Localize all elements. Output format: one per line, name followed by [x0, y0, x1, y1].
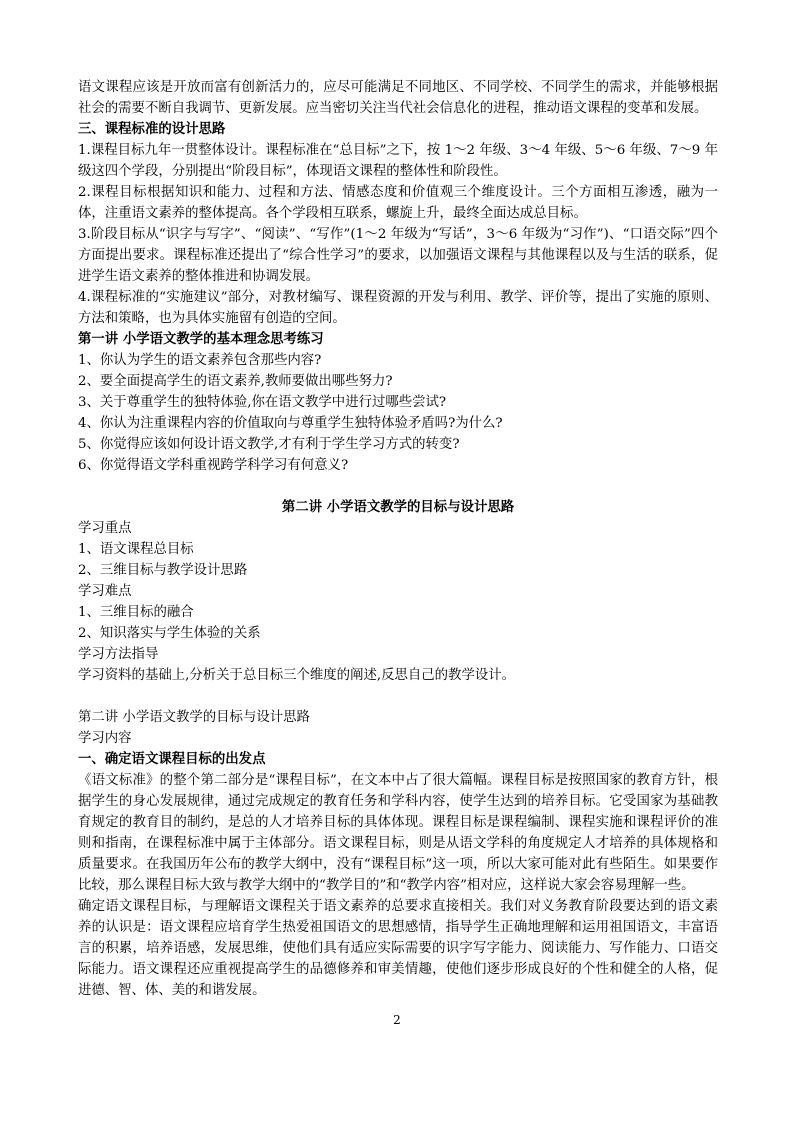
focus-label: 学习重点: [78, 521, 132, 536]
method-label: 学习方法指导: [78, 647, 159, 662]
content-label: 学习内容: [78, 731, 132, 746]
exercise-question-6: 6、你觉得语文学科重视跨学科学习有何意义?: [78, 458, 349, 473]
focus-item-2: 2、三维目标与教学设计思路: [78, 563, 248, 578]
intro-paragraph: 语文课程应该是开放而富有创新活力的，应尽可能满足不同地区、不同学校、不同学生的需求，并能够根据社会的需要不断自我调节、更新发展。应当密切关注当代社会信息化的进程，推动语文课程的变革和发展。: [78, 80, 718, 116]
design-item-3: 3.阶段目标从“识字与写字”、“阅读”、“写作”(1～2 年级为“写话”，3～6 年级为“习作”)、“口语交际”四个方面提出要求。课程标准还提出了“综合性学习”的要求，以加强语文课程与其他课程以及与生活的联系，促进学生语文素养的整体推进和协调发展。: [78, 227, 718, 284]
section-1-title: 一、确定语文课程目标的出发点: [78, 751, 266, 767]
spacer: [78, 686, 718, 707]
method-text: 学习资料的基础上,分析关于总目标三个维度的阐述,反思自己的教学设计。: [78, 668, 516, 683]
difficulty-item-1: 1、三维目标的融合: [78, 605, 194, 620]
exercise-question-4: 4、你认为注重课程内容的价值取向与尊重学生独特体验矛盾吗?为什么?: [78, 416, 503, 431]
exercise-question-3: 3、关于尊重学生的独特体验,你在语文教学中进行过哪些尝试?: [78, 395, 447, 410]
design-item-1: 1.课程目标九年一贯整体设计。课程标准在“总目标”之下，按 1～2 年级、3～4 年级、5～6 年级、7～9 年级这四个学段，分别提出“阶段目标”，体现语文课程的整体性和阶段性。: [78, 143, 718, 179]
content-paragraph-2: 确定语文课程目标，与理解语文课程关于语文素养的总要求直接相关。我们对义务教育阶段要达到的语文素养的认识是：语文课程应培育学生热爱祖国语文的思想感情，指导学生正确地理解和运用祖国语文，丰富语言的积累，培养语感，发展思维，使他们具有适应实际需要的识字写字能力、阅读能力、写作能力、口语交际能力。语文课程还应重视提高学生的品德修养和审美情趣，使他们逐步形成良好的个性和健全的人格，促进德、智、体、美的和谐发展。: [78, 899, 718, 998]
design-item-2: 2.课程目标根据知识和能力、过程和方法、情感态度和价值观三个维度设计。三个方面相互渗透，融为一体，注重语文素养的整体提高。各个学段相互联系，螺旋上升，最终全面达成总目标。: [78, 185, 718, 221]
focus-item-1: 1、语文课程总目标: [78, 542, 194, 557]
page-number: 2: [393, 1013, 401, 1027]
exercise-question-2: 2、要全面提高学生的语文素养,教师要做出哪些努力?: [78, 374, 393, 389]
exercise-question-1: 1、你认为学生的语文素养包含那些内容?: [78, 353, 322, 368]
difficulty-item-2: 2、知识落实与学生体验的关系: [78, 626, 261, 641]
content-paragraph-1: 《语文标准》的整个第二部分是“课程目标”，在文本中占了很大篇幅。课程目标是按照国家的教育方针，根据学生的身心发展规律，通过完成规定的教育任务和学科内容，使学生达到的培养目标。它受国家为基础教育规定的教育目的制约，是总的人才培养目标的具体体现。课程目标是课程编制、课程实施和课程评价的准则和指南，在课程标准中属于主体部分。语文课程目标，则是从语文学科的角度规定人才培养的具体规格和质量要求。在我国历年公布的教学大纲中，没有“课程目标”这一项，所以大家可能对此有些陌生。如果要作比较，那么课程目标大致与教学大纲中的“教学目的”和“教学内容”相对应，这样说大家会容易理解一些。: [78, 773, 718, 893]
difficulty-label: 学习难点: [78, 584, 132, 599]
content-title-line: 第二讲 小学语文教学的目标与设计思路: [78, 710, 310, 725]
exercise-question-5: 5、你觉得应该如何设计语文教学,才有利于学生学习方式的转变?: [78, 437, 460, 452]
document-page: [78, 77, 718, 1001]
exercises-title: 第一讲 小学语文教学的基本理念思考练习: [78, 331, 324, 347]
spacer: [78, 476, 718, 497]
lecture-2-heading: 第二讲 小学语文教学的目标与设计思路: [281, 499, 515, 515]
design-item-4: 4.课程标准的“实施建议”部分，对教材编写、课程资源的开发与利用、教学、评价等，提出了实施的原则、方法和策略，也为具体实施留有创造的空间。: [78, 290, 718, 326]
section-3-title: 三、课程标准的设计思路: [78, 121, 226, 137]
